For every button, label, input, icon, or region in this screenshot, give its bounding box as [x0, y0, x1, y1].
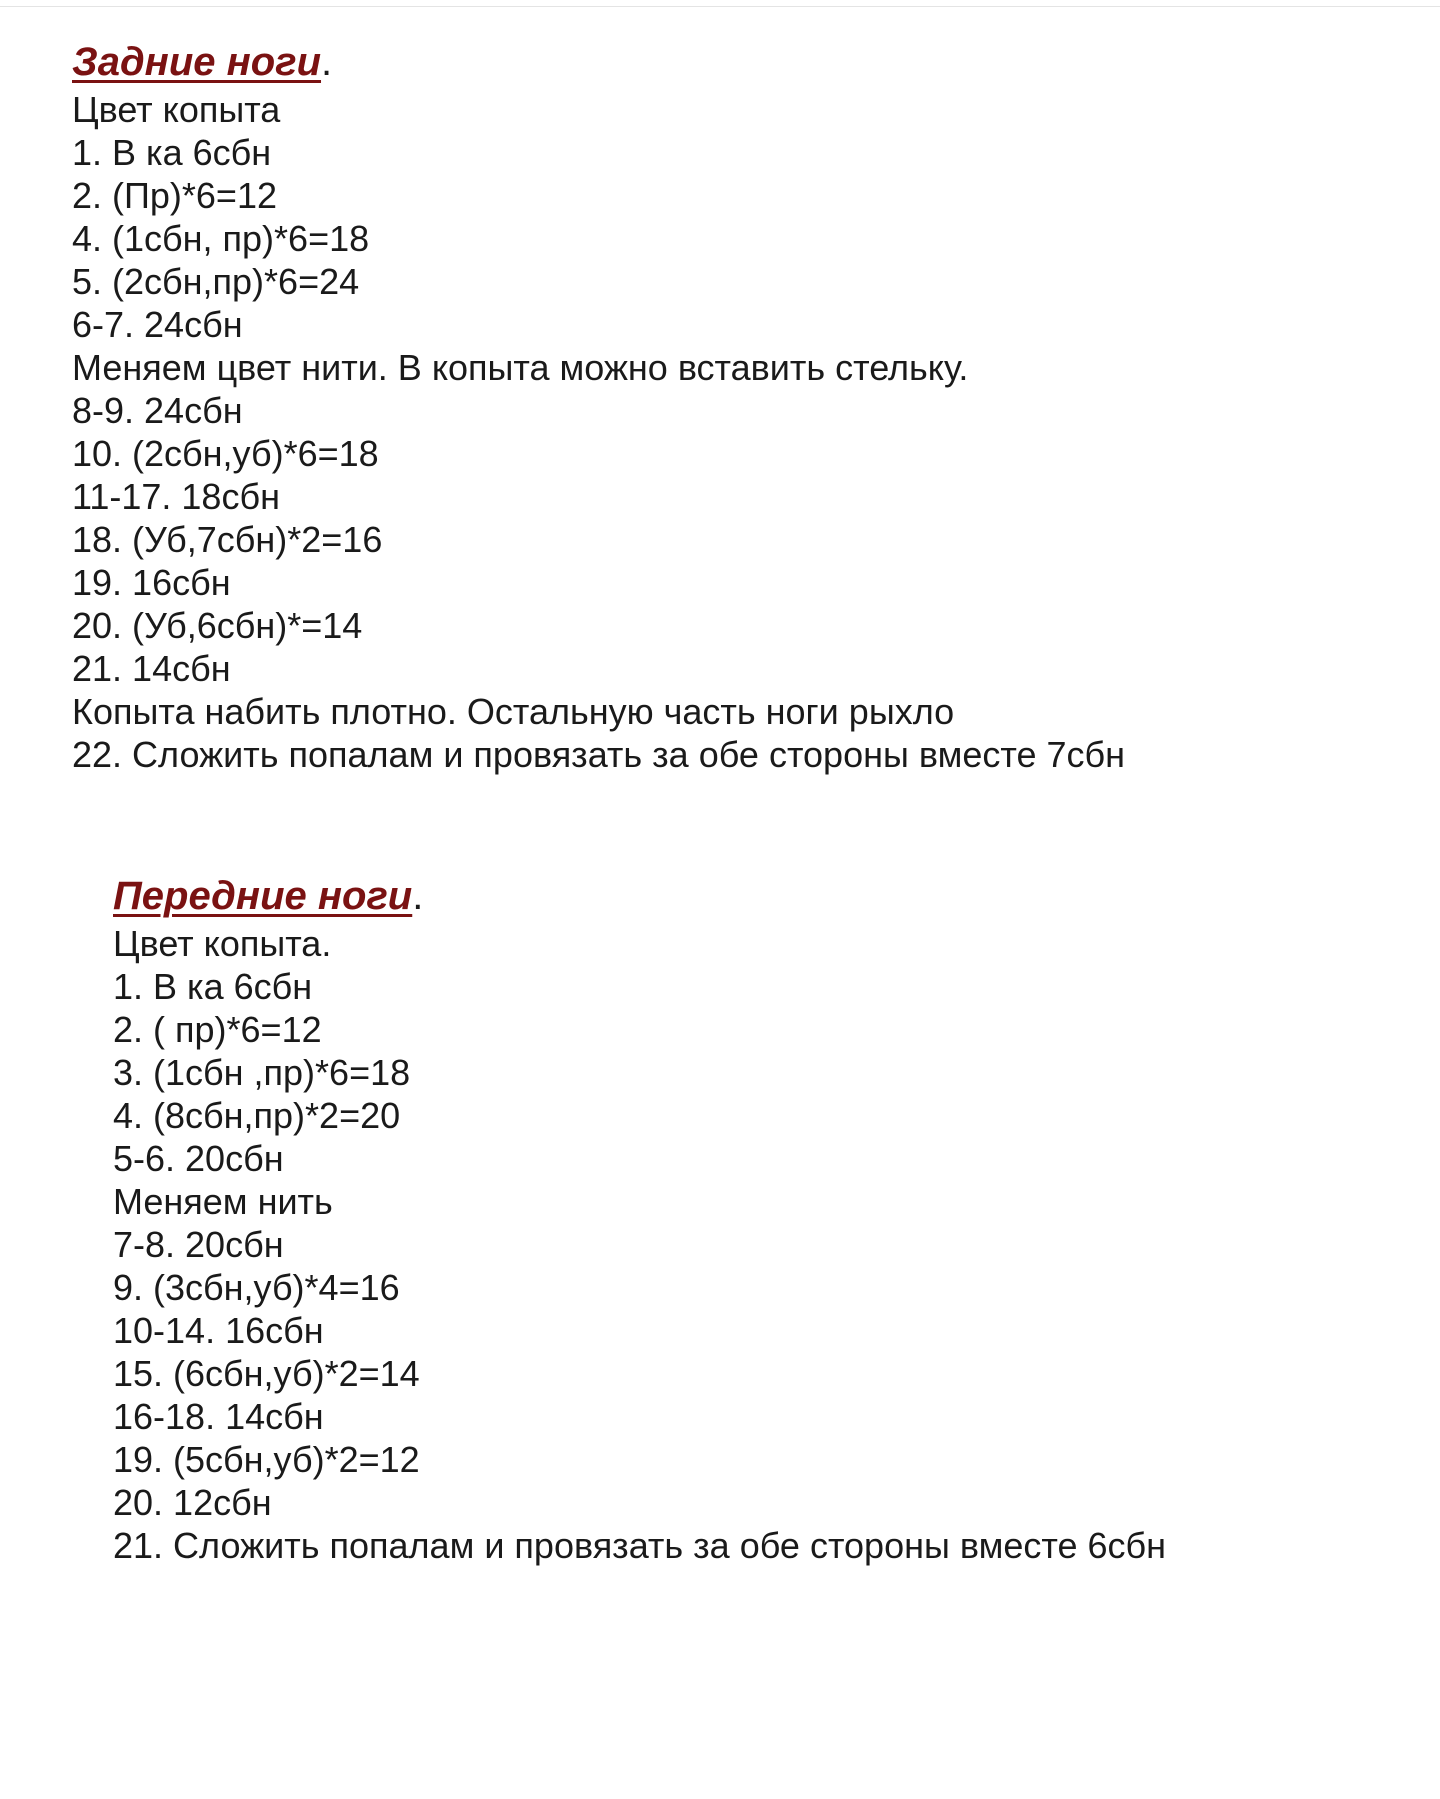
instruction-line: 20. 12сбн	[113, 1482, 272, 1523]
instruction-line: 5-6. 20сбн	[113, 1138, 284, 1179]
instruction-line: 1. В ка 6сбн	[72, 132, 272, 173]
front-legs-title-punct: .	[412, 874, 424, 918]
instruction-line: Цвет копыта	[72, 89, 281, 130]
instruction-line: 10-14. 16сбн	[113, 1310, 324, 1351]
instruction-line: 7-8. 20сбн	[113, 1224, 284, 1265]
instruction-line: 19. 16сбн	[72, 562, 231, 603]
front-legs-heading	[113, 870, 1166, 922]
instruction-line: 4. (8сбн,пр)*2=20	[113, 1095, 401, 1136]
instruction-line: Меняем цвет нити. В копыта можно вставить стельку.	[72, 347, 969, 388]
back-legs-title-punct: .	[321, 40, 333, 84]
instruction-line: 2. (Пр)*6=12	[72, 175, 277, 216]
instruction-line: 21. Сложить попалам и провязать за обе стороны вместе 6сбн	[113, 1525, 1166, 1566]
instruction-line: 2. ( пр)*6=12	[113, 1009, 322, 1050]
back-legs-title: Задние ноги	[72, 40, 322, 84]
instruction-line: 22. Сложить попалам и провязать за обе стороны вместе 7сбн	[72, 734, 1125, 775]
instruction-line: 19. (5сбн,уб)*2=12	[113, 1439, 420, 1480]
instruction-line: 20. (Уб,6сбн)*=14	[72, 605, 363, 646]
instruction-line: 6-7. 24сбн	[72, 304, 243, 345]
instruction-line: 8-9. 24сбн	[72, 390, 243, 431]
top-divider	[0, 6, 1440, 7]
instruction-line: 15. (6сбн,уб)*2=14	[113, 1353, 420, 1394]
instruction-line: 10. (2сбн,уб)*6=18	[72, 433, 379, 474]
instruction-line: 3. (1сбн ,пр)*6=18	[113, 1052, 411, 1093]
front-legs-instructions	[113, 922, 1166, 1567]
front-legs-title: Передние ноги	[113, 874, 413, 918]
instruction-line: Цвет копыта.	[113, 923, 332, 964]
instruction-line: 16-18. 14сбн	[113, 1396, 324, 1437]
instruction-line: Копыта набить плотно. Остальную часть ноги рыхло	[72, 691, 955, 732]
back-legs-heading	[72, 36, 1125, 88]
back-legs-instructions	[72, 88, 1125, 776]
instruction-line: 9. (3сбн,уб)*4=16	[113, 1267, 400, 1308]
back-legs-section	[72, 36, 1125, 776]
instruction-line: 5. (2сбн,пр)*6=24	[72, 261, 360, 302]
instruction-line: 21. 14сбн	[72, 648, 231, 689]
front-legs-section	[113, 870, 1166, 1567]
instruction-line: 11-17. 18сбн	[72, 476, 280, 517]
instruction-line: 18. (Уб,7сбн)*2=16	[72, 519, 383, 560]
instruction-line: 4. (1сбн, пр)*6=18	[72, 218, 370, 259]
instruction-line: 1. В ка 6сбн	[113, 966, 313, 1007]
instruction-line: Меняем нить	[113, 1181, 333, 1222]
